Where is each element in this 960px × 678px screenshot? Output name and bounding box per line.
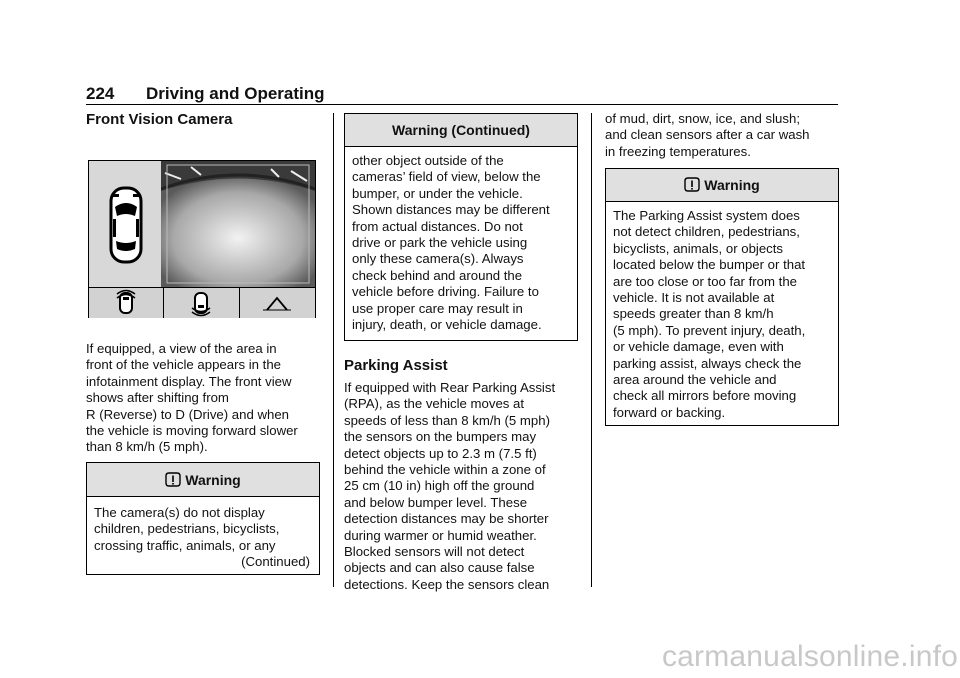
warning-body [345, 147, 577, 333]
text-line: the vehicle is moving forward slower [86, 423, 298, 439]
camera-display-figure [88, 160, 316, 318]
car-overview-pane [89, 161, 162, 287]
text-line: objects and can also cause false [344, 560, 535, 576]
text-line: front of the vehicle appears in the [86, 357, 282, 373]
rear-sensor-view-icon [163, 288, 239, 318]
text-line: in freezing temperatures. [605, 143, 751, 159]
front-sensor-view-icon [89, 288, 163, 318]
text-line: injury, death, or vehicle damage. [352, 317, 542, 333]
continued-note: (Continued) [241, 554, 310, 570]
warning-header [87, 463, 319, 497]
text-line: than 8 km/h (5 mph). [86, 439, 208, 455]
text-line: drive or park the vehicle using [352, 235, 528, 251]
camera-view-buttons [89, 287, 315, 318]
text-line: shows after shifting from [86, 390, 229, 406]
rear-sensor-view-button[interactable] [163, 288, 240, 318]
text-line: (RPA), as the vehicle moves at [344, 396, 525, 412]
text-line: detections. Keep the sensors clean [344, 576, 550, 592]
text-line: If equipped with Rear Parking Assist [344, 380, 556, 395]
page-number: 224 [86, 84, 115, 103]
text-line: 25 cm (10 in) high off the ground [344, 478, 535, 494]
text-line: other object outside of the [352, 153, 504, 168]
column-divider [333, 113, 334, 587]
text-line: Shown distances may be different [352, 202, 550, 218]
text-line: area around the vehicle and [613, 372, 777, 388]
warning-triangle-icon [684, 177, 700, 193]
text-line: during warmer or humid weather. [344, 527, 537, 543]
text-line: and below bumper level. These [344, 494, 528, 510]
text-line: cameras’ field of view, below the [352, 169, 541, 185]
text-line: from actual distances. Do not [352, 218, 523, 234]
camera-angle-icon [239, 288, 315, 318]
text-line: The camera(s) do not display [94, 505, 265, 520]
text-line: use proper care may result in [352, 300, 523, 316]
text-line: speeds greater than 8 km/h [613, 306, 774, 322]
front-camera-paragraph [86, 341, 324, 456]
camera-angle-button[interactable] [239, 288, 315, 318]
text-line: bumper, or under the vehicle. [352, 185, 523, 201]
parking-assist-paragraph [344, 380, 584, 593]
text-line: only these camera(s). Always [352, 251, 524, 267]
watermark-text: carmanualsonline.info [661, 640, 958, 673]
text-line: bicyclists, animals, or objects [613, 240, 784, 256]
sensor-care-paragraph [605, 111, 841, 160]
text-line: vehicle. It is not available at [613, 290, 775, 306]
column-divider [591, 113, 592, 587]
warning-box-camera [86, 462, 320, 575]
text-line: If equipped, a view of the area in [86, 341, 277, 356]
text-line: check behind and around the [352, 267, 523, 283]
text-line: The Parking Assist system does [613, 208, 800, 223]
warning-title: Warning [704, 177, 760, 193]
text-line: are too close or too far from the [613, 273, 797, 289]
warning-box-parking-assist [605, 168, 839, 426]
warning-body [87, 497, 319, 571]
text-line: detect objects up to 2.3 m (7.5 ft) [344, 445, 537, 461]
warning-header: Warning (Continued) [345, 114, 577, 147]
text-line: or vehicle damage, even with [613, 339, 784, 355]
text-line: detection distances may be shorter [344, 511, 549, 527]
warning-triangle-icon [165, 472, 181, 488]
parking-assist-heading: Parking Assist [344, 357, 448, 374]
text-line: R (Reverse) to D (Drive) and when [86, 406, 290, 422]
front-sensor-view-button[interactable] [89, 288, 164, 318]
section-title: Driving and Operating [146, 84, 325, 103]
text-line: speeds of less than 8 km/h (5 mph) [344, 412, 550, 428]
warning-header [606, 169, 838, 202]
text-line: and clean sensors after a car wash [605, 127, 810, 143]
text-line: the sensors on the bumpers may [344, 429, 537, 445]
text-line: (5 mph). To prevent injury, death, [613, 322, 806, 338]
text-line: vehicle before driving. Failure to [352, 284, 539, 300]
text-line: located below the bumper or that [613, 257, 806, 273]
text-line: crossing traffic, animals, or any [94, 537, 276, 553]
front-camera-view-image [161, 161, 315, 287]
warning-box-continued [344, 113, 578, 341]
text-line: infotainment display. The front view [86, 373, 292, 389]
text-line: children, pedestrians, bicyclists, [94, 521, 280, 537]
camera-view-pane [161, 161, 315, 287]
warning-title: Warning [185, 472, 241, 488]
text-line: forward or backing. [613, 404, 726, 420]
text-line: not detect children, pedestrians, [613, 224, 800, 240]
text-line: Blocked sensors will not detect [344, 544, 525, 560]
text-line: behind the vehicle within a zone of [344, 462, 546, 478]
text-line: of mud, dirt, snow, ice, and slush; [605, 111, 800, 126]
text-line: parking assist, always check the [613, 355, 802, 371]
text-line: check all mirrors before moving [613, 388, 797, 404]
car-top-view-icon [89, 161, 161, 287]
page-header [86, 82, 838, 105]
front-camera-heading: Front Vision Camera [86, 111, 233, 128]
warning-body [606, 202, 838, 421]
